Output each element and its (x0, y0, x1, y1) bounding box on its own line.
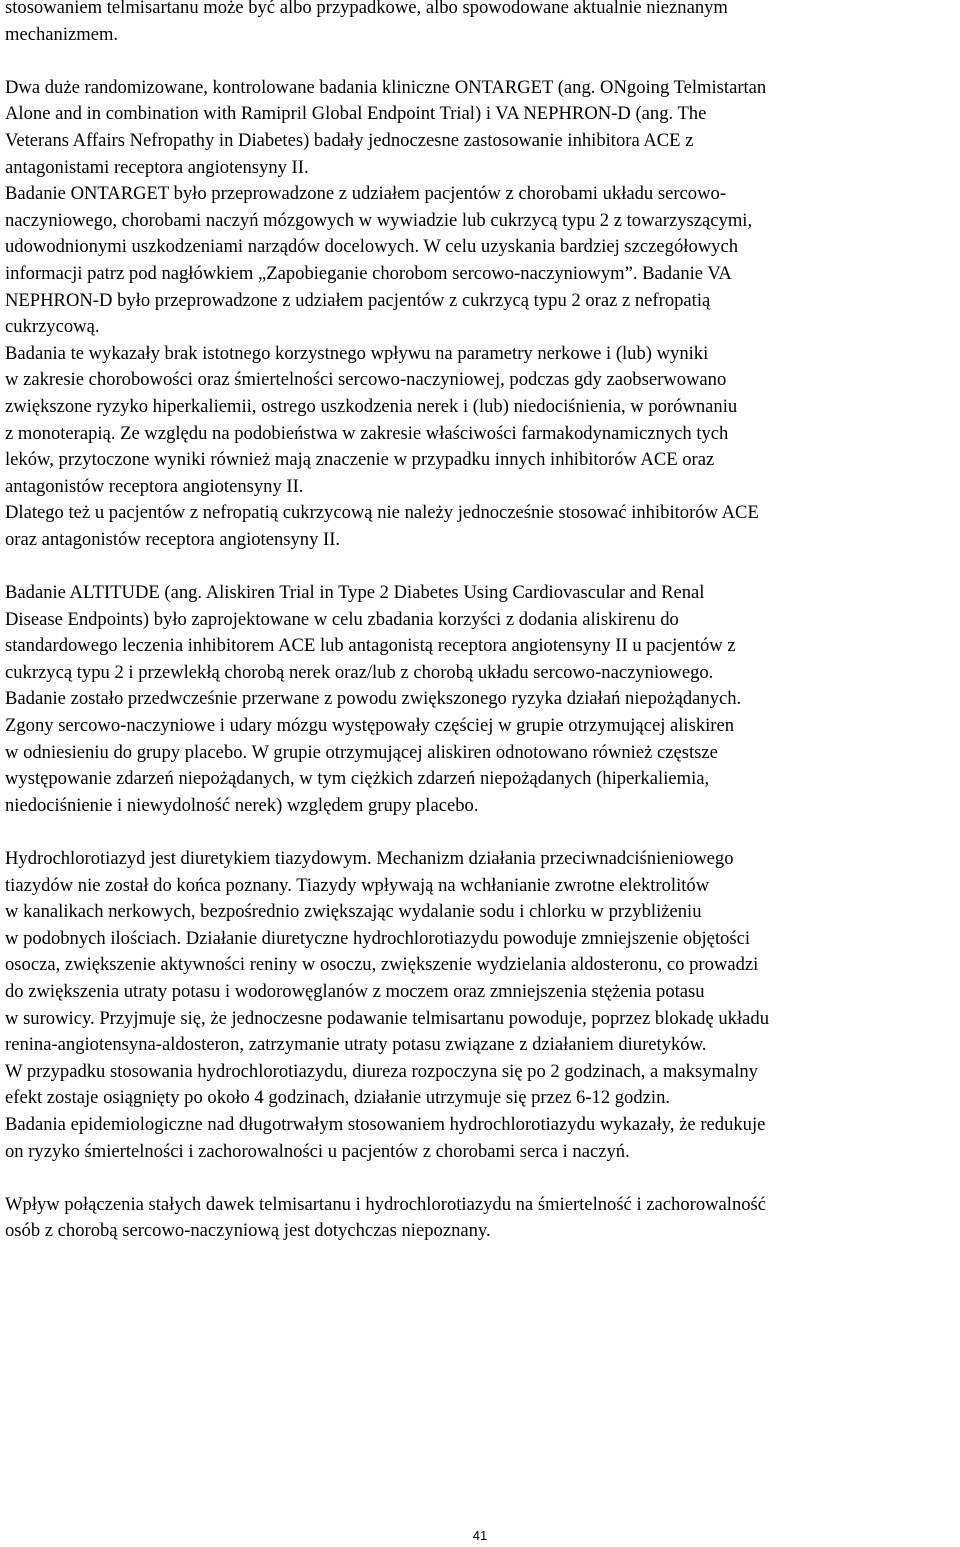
text-line: efekt zostaje osiągnięty po około 4 godzinach, działanie utrzymuje się przez 6-12 godzin. (5, 1087, 671, 1109)
text-line: mechanizmem. (5, 23, 119, 45)
text-line: Alone and in combination with Ramipril Global Endpoint Trial) i VA NEPHRON-D (ang. The (5, 103, 707, 125)
text-line: Wpływ połączenia stałych dawek telmisartanu i hydrochlorotiazydu na śmiertelność i zachorowalność (5, 1193, 767, 1215)
text-line: w surowicy. Przyjmuje się, że jednoczesne podawanie telmisartanu powoduje, poprzez blokadę układu (5, 1007, 769, 1029)
text-line: Badania te wykazały brak istotnego korzystnego wpływu na parametry nerkowe i (lub) wyniki (5, 342, 709, 364)
text-line: stosowaniem telmisartanu może być albo przypadkowe, albo spowodowane aktualnie nieznanym (5, 0, 728, 18)
text-line: W przypadku stosowania hydrochlorotiazydu, diureza rozpoczyna się po 2 godzinach, a maksymalny (5, 1060, 758, 1082)
text-line: Zgony sercowo-naczyniowe i udary mózgu występowały częściej w grupie otrzymującej aliskiren (5, 715, 735, 737)
text-line: Badanie ONTARGET było przeprowadzone z udziałem pacjentów z chorobami układu sercowo- (5, 183, 727, 205)
text-line: Hydrochlorotiazyd jest diuretykiem tiazydowym. Mechanizm działania przeciwnadciśnieniowego (5, 848, 734, 869)
text-line: antagonistów receptora angiotensyny II. (5, 475, 304, 497)
text-line: do zwiększenia utraty potasu i wodorowęglanów z moczem oraz zmniejszenia stężenia potasu (5, 980, 705, 1002)
text-line: leków, przytoczone wyniki również mają znaczenie w przypadku innych inhibitorów ACE oraz (5, 449, 715, 471)
page-number: 41 (472, 1528, 488, 1543)
text-line: cukrzycą typu 2 i przewlekłą chorobą nerek oraz/lub z chorobą układu sercowo-naczyniowego. (5, 661, 714, 683)
text-line: z monoterapią. Ze względu na podobieństwa w zakresie właściwości farmakodynamicznych tych (5, 422, 729, 444)
text-line: Dlatego też u pacjentów z nefropatią cukrzycową nie należy jednocześnie stosować inhibitorów ACE (5, 502, 759, 524)
text-line: cukrzycową. (5, 316, 100, 338)
text-line: on ryzyko śmiertelności i zachorowalności u pacjentów z chorobami serca i naczyń. (5, 1140, 630, 1162)
text-line: oraz antagonistów receptora angiotensyny II. (5, 528, 341, 550)
document-body (5, 0, 960, 1245)
text-line: Badania epidemiologiczne nad długotrwałym stosowaniem hydrochlorotiazydu wykazały, że redukuje (5, 1113, 766, 1135)
text-line: zwiększone ryzyko hiperkaliemii, ostrego uszkodzenia nerek i (lub) niedociśnienia, w porównaniu (5, 395, 738, 417)
text-line: w zakresie chorobowości oraz śmiertelności sercowo-naczyniowej, podczas gdy zaobserwowano (5, 369, 727, 391)
text-line: niedociśnienie i niewydolność nerek) względem grupy placebo. (5, 794, 479, 816)
text-line: informacji patrz pod nagłówkiem „Zapobieganie chorobom sercowo-naczyniowym”. Badanie VA (5, 262, 732, 284)
text-line: Veterans Affairs Nefropathy in Diabetes) badały jednoczesne zastosowanie inhibitora ACE z (5, 129, 694, 151)
text-line: osocza, zwiększenie aktywności reniny w osoczu, zwiększenie wydzielania aldosteronu, co prowadzi (5, 954, 759, 976)
text-line: Badanie ALTITUDE (ang. Aliskiren Trial in Type 2 Diabetes Using Cardiovascular and Renal (5, 582, 705, 604)
text-line: Dwa duże randomizowane, kontrolowane badania kliniczne ONTARGET (ang. ONgoing Telmistartan (5, 76, 767, 98)
text-line: naczyniowego, chorobami naczyń mózgowych w wywiadzie lub cukrzycą typu 2 z towarzyszącymi, (5, 209, 753, 231)
text-line: osób z chorobą sercowo-naczyniową jest dotychczas niepoznany. (5, 1220, 491, 1242)
paragraph-gap (5, 819, 960, 846)
text-line: standardowego leczenia inhibitorem ACE lub antagonistą receptora angiotensyny II u pacjentów z (5, 635, 736, 657)
paragraph-gap (5, 553, 960, 580)
paragraph-gap (5, 1165, 960, 1192)
text-line: występowanie zdarzeń niepożądanych, w tym ciężkich zdarzeń niepożądanych (hiperkaliemia, (5, 768, 710, 790)
text-line: renina-angiotensyna-aldosteron, zatrzymanie utraty potasu związane z działaniem diuretyków. (5, 1034, 707, 1056)
text-line: tiazydów nie został do końca poznany. Tiazydy wpływają na wchłanianie zwrotne elektrolitów (5, 874, 710, 896)
text-line: antagonistami receptora angiotensyny II. (5, 156, 309, 178)
text-line: udowodnionymi uszkodzeniami narządów docelowych. W celu uzyskania bardziej szczegółowych (5, 236, 739, 258)
text-line: w podobnych ilościach. Działanie diuretyczne hydrochlorotiazydu powoduje zmniejszenie objętości (5, 927, 751, 949)
text-line: w kanalikach nerkowych, bezpośrednio zwiększając wydalanie sodu i chlorku w przybliżeniu (5, 901, 702, 923)
text-line: Badanie zostało przedwcześnie przerwane z powodu zwiększonego ryzyka działań niepożądanych. (5, 688, 742, 710)
paragraph-gap (5, 48, 960, 75)
text-line: NEPHRON-D było przeprowadzone z udziałem pacjentów z cukrzycą typu 2 oraz z nefropatią (5, 289, 711, 311)
text-line: w odniesieniu do grupy placebo. W grupie otrzymującej aliskiren odnotowano również częstsze (5, 741, 718, 763)
text-line: Disease Endpoints) było zaprojektowane w celu zbadania korzyści z dodania aliskirenu do (5, 608, 679, 630)
